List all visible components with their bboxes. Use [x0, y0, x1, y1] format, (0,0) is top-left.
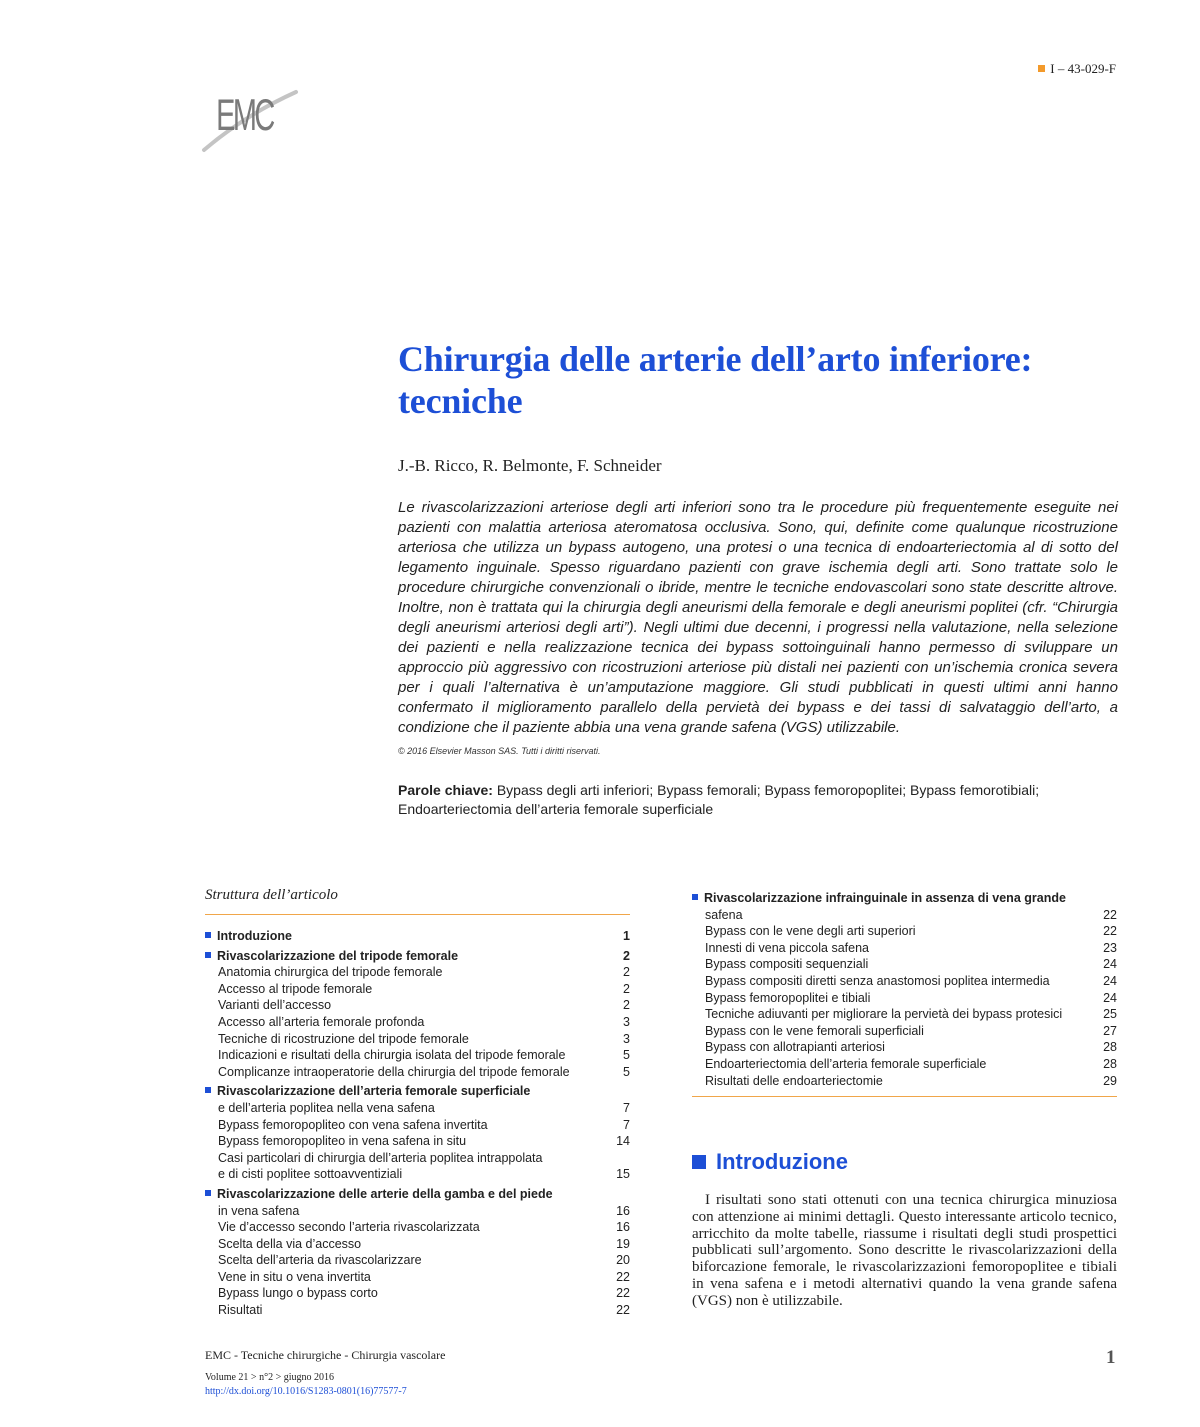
article-authors: J.-B. Ricco, R. Belmonte, F. Schneider: [398, 456, 662, 475]
toc-left-column: [205, 925, 630, 1319]
toc-entry-label: Casi particolari di chirurgia dell’arteria poplitea intrappolata: [218, 1150, 543, 1165]
toc-entry-page: 22: [616, 1303, 630, 1318]
toc-entry-page: 14: [616, 1134, 630, 1149]
article-reference-code: I – 43-029-F: [1050, 61, 1116, 76]
toc-entry[interactable]: [692, 1039, 1117, 1056]
toc-entry-page: 7: [623, 1100, 630, 1115]
toc-entry[interactable]: [692, 973, 1117, 990]
toc-entry[interactable]: [205, 1269, 630, 1286]
toc-entry-label: Scelta della via d’accesso: [218, 1236, 362, 1251]
intro-heading-text: Introduzione: [716, 1149, 848, 1174]
toc-entry[interactable]: [205, 1117, 630, 1134]
copyright-notice: © 2016 Elsevier Masson SAS. Tutti i diritti riservati.: [398, 746, 601, 756]
toc-entry-page: 24: [1103, 990, 1117, 1005]
toc-entry[interactable]: [205, 1100, 630, 1117]
toc-entry[interactable]: [692, 940, 1117, 957]
toc-entry-page: 2: [623, 998, 630, 1013]
toc-entry-label: Vie d’accesso secondo l’arteria rivascolarizzata: [218, 1220, 480, 1235]
toc-entry[interactable]: [205, 1083, 630, 1100]
toc-entry-page: 2: [623, 981, 630, 996]
toc-entry[interactable]: [692, 923, 1117, 940]
toc-entry[interactable]: [205, 1014, 630, 1031]
toc-entry-page: 1: [623, 929, 630, 943]
toc-entry-label: Rivascolarizzazione del tripode femorale: [205, 948, 458, 965]
toc-entry-label: Varianti dell’accesso: [218, 998, 332, 1013]
toc-entry-page: 24: [1103, 957, 1117, 972]
toc-entry-label: Anatomia chirurgica del tripode femorale: [218, 965, 443, 980]
toc-entry-label: Bypass compositi sequenziali: [705, 957, 869, 972]
toc-entry[interactable]: [205, 997, 630, 1014]
toc-entry-page: 29: [1103, 1073, 1117, 1088]
article-title: Chirurgia delle arterie dell’arto inferiore: tecniche: [398, 339, 1033, 421]
emc-logo: [200, 70, 300, 155]
keywords-label: Parole chiave:: [398, 782, 493, 798]
toc-entry-page: 16: [616, 1203, 630, 1218]
keywords-list: Bypass degli arti inferiori; Bypass femorali; Bypass femoropoplitei; Bypass femorotibiali; Endoarteriectomia dell’arteria femorale superficiale: [398, 782, 1040, 817]
toc-entry-label: Bypass femoropoplitei e tibiali: [705, 990, 871, 1005]
toc-entry[interactable]: [692, 907, 1117, 924]
toc-entry-page: 22: [616, 1286, 630, 1301]
toc-entry-page: 27: [1103, 1023, 1117, 1038]
toc-entry-page: 20: [616, 1253, 630, 1268]
toc-entry-page: 3: [623, 1031, 630, 1046]
toc-entry-page: 15: [616, 1167, 630, 1182]
toc-entry-page: [606, 1150, 630, 1167]
toc-entry-label: Bypass femoropopliteo in vena safena in situ: [218, 1134, 467, 1149]
toc-entry-page: 22: [1103, 924, 1117, 939]
toc-entry[interactable]: [692, 1023, 1117, 1040]
toc-entry-page: [606, 1186, 630, 1203]
toc-entry-label: Endoarteriectomia dell’arteria femorale superficiale: [705, 1056, 987, 1071]
toc-entry-page: 22: [616, 1269, 630, 1284]
toc-entry[interactable]: [205, 1166, 630, 1183]
article-reference: [1038, 61, 1116, 77]
toc-entry-page: 5: [623, 1064, 630, 1079]
footer-volume: Volume 21 > n°2 > giugno 2016: [205, 1372, 334, 1383]
toc-entry-label: Complicanze intraoperatorie della chirurgia del tripode femorale: [218, 1064, 570, 1079]
footer-journal: EMC - Tecniche chirurgiche - Chirurgia vascolare: [205, 1348, 446, 1362]
toc-entry[interactable]: [205, 1219, 630, 1236]
toc-entry-label: Risultati: [218, 1303, 263, 1318]
toc-entry-label: e di cisti poplitee sottoavventiziali: [218, 1167, 403, 1182]
toc-entry-page: 3: [623, 1014, 630, 1029]
toc-entry[interactable]: [205, 1047, 630, 1064]
toc-entry[interactable]: [205, 948, 630, 965]
toc-entry[interactable]: [205, 1133, 630, 1150]
toc-entry-label: Rivascolarizzazione delle arterie della gamba e del piede: [205, 1186, 553, 1203]
toc-entry-page: 25: [1103, 1007, 1117, 1022]
toc-entry-page: 7: [623, 1117, 630, 1132]
toc-entry-label: Bypass con le vene femorali superficiali: [705, 1023, 924, 1038]
toc-entry[interactable]: [692, 956, 1117, 973]
toc-entry-label: Accesso all’arteria femorale profonda: [218, 1014, 425, 1029]
doi-link[interactable]: http://dx.doi.org/10.1016/S1283-0801(16)77577-7: [205, 1386, 407, 1397]
toc-entry-label: Bypass lungo o bypass corto: [218, 1286, 378, 1301]
toc-entry-label: Bypass compositi diretti senza anastomosi poplitea intermedia: [705, 973, 1050, 988]
toc-entry[interactable]: [692, 1056, 1117, 1073]
toc-entry[interactable]: [692, 890, 1117, 907]
toc-entry[interactable]: [205, 1236, 630, 1253]
toc-entry-label: Tecniche di ricostruzione del tripode femorale: [218, 1031, 469, 1046]
keywords: [398, 781, 1118, 819]
page-number: 1: [1106, 1347, 1116, 1368]
toc-entry[interactable]: [205, 1031, 630, 1048]
toc-entry[interactable]: [205, 1186, 630, 1203]
toc-entry-label: Rivascolarizzazione infrainguinale in assenza di vena grande: [692, 890, 1066, 907]
toc-entry-label: e dell’arteria poplitea nella vena safena: [218, 1100, 435, 1115]
toc-entry[interactable]: [205, 1285, 630, 1302]
orange-square-icon: [1038, 65, 1045, 72]
toc-entry-page: 28: [1103, 1040, 1117, 1055]
toc-entry-page: 24: [1103, 973, 1117, 988]
toc-entry-page: 5: [623, 1048, 630, 1063]
toc-entry-label: Accesso al tripode femorale: [218, 981, 373, 996]
toc-entry[interactable]: [205, 1203, 630, 1220]
toc-entry-label: in vena safena: [218, 1203, 300, 1218]
toc-entry-page: [1093, 890, 1117, 907]
toc-entry-page: 23: [1103, 940, 1117, 955]
toc-entry-page: [606, 1083, 630, 1100]
toc-divider: [692, 1096, 1117, 1097]
toc-entry[interactable]: [205, 1302, 630, 1319]
toc-entry-label: Introduzione: [205, 928, 292, 945]
toc-entry[interactable]: [692, 990, 1117, 1007]
toc-entry[interactable]: [205, 981, 630, 998]
toc-entry[interactable]: [205, 1064, 630, 1081]
toc-entry-label: Bypass con allotrapianti arteriosi: [705, 1040, 885, 1055]
toc-entry-page: 19: [616, 1236, 630, 1251]
emc-logo-text: EMC: [216, 89, 273, 140]
toc-entry-label: Innesti di vena piccola safena: [705, 940, 869, 955]
toc-entry[interactable]: [205, 928, 630, 945]
intro-heading: [692, 1149, 848, 1175]
toc-entry-label: Bypass femoropopliteo con vena safena invertita: [218, 1117, 488, 1132]
toc-entry[interactable]: [205, 1252, 630, 1269]
toc-entry[interactable]: [205, 964, 630, 981]
article-abstract: Le rivascolarizzazioni arteriose degli arti inferiori sono tra le procedure più frequentemente eseguite nei pazienti con malattia arteriosa ateromatosa occlusiva. Sono, qui, definite come qualunque ricostruzione arteriosa che utilizza un bypass autogeno, una protesi o una tecnica di endoarteriectomia al di sotto del legamento inguinale. Spesso riguardano pazienti con grave ischemia degli arti. Sono trattate solo le procedure chirurgiche convenzionali o ibride, mentre le tecniche endovascolari sono state descritte altrove. Inoltre, non è trattata qui la chirurgia degli aneurismi della femorale e degli aneurismi poplitei (cfr. “Chirurgia degli aneurismi arteriosi degli arti”). Negli ultimi due decenni, i progressi nella valutazione, nella selezione dei pazienti e nella realizzazione tecnica dei bypass sottoinguinali hanno permesso di sviluppare un approccio più aggressivo con ricostruzioni arteriose più distali nei pazienti con un’ischemia cronica severa per i quali l’alternativa è un’amputazione maggiore. Gli studi pubblicati in questi ultimi anni hanno confermato il miglioramento parallelo della pervietà dei bypass e dei tassi di salvataggio dell’arto, a condizione che il paziente abbia una vena grande safena (VGS) utilizzabile.: [398, 499, 1118, 736]
intro-paragraph: I risultati sono stati ottenuti con una tecnica chirurgica minuziosa con attenzione ai minimi dettagli. Questo interessante articolo tecnico, arricchito da molte tabelle, riassume i risultati degli studi prospettici pubblicati sull’argomento. Sono descritte le rivascolarizzazioni della biforcazione femorale, le rivascolarizzazioni femoropoplitee e tibiali in vena safena e i metodi alternativi quando la vena grande safena (VGS) non è utilizzabile.: [692, 1192, 1117, 1309]
toc-entry-page: 2: [623, 965, 630, 980]
toc-entry[interactable]: [692, 1006, 1117, 1023]
toc-entry-label: Risultati delle endoarteriectomie: [705, 1073, 883, 1088]
blue-square-icon: [692, 1155, 706, 1169]
toc-entry-label: Vene in situ o vena invertita: [218, 1269, 371, 1284]
toc-entry-label: safena: [705, 907, 743, 922]
toc-entry-label: Indicazioni e risultati della chirurgia isolata del tripode femorale: [218, 1048, 566, 1063]
toc-entry-label: Tecniche adiuvanti per migliorare la pervietà dei bypass protesici: [705, 1007, 1063, 1022]
toc-entry-label: Scelta dell’arteria da rivascolarizzare: [218, 1253, 422, 1268]
toc-right-column: [692, 887, 1117, 1089]
toc-entry-page: 2: [623, 948, 630, 963]
toc-divider: [205, 914, 630, 915]
toc-entry-page: 22: [1103, 907, 1117, 922]
toc-title: Struttura dell’articolo: [205, 887, 338, 903]
toc-entry[interactable]: [205, 1150, 630, 1167]
toc-entry[interactable]: [692, 1073, 1117, 1090]
toc-entry-label: Rivascolarizzazione dell’arteria femorale superficiale: [205, 1083, 530, 1100]
toc-entry-page: 28: [1103, 1056, 1117, 1071]
toc-entry-page: 16: [616, 1220, 630, 1235]
toc-entry-label: Bypass con le vene degli arti superiori: [705, 924, 916, 939]
